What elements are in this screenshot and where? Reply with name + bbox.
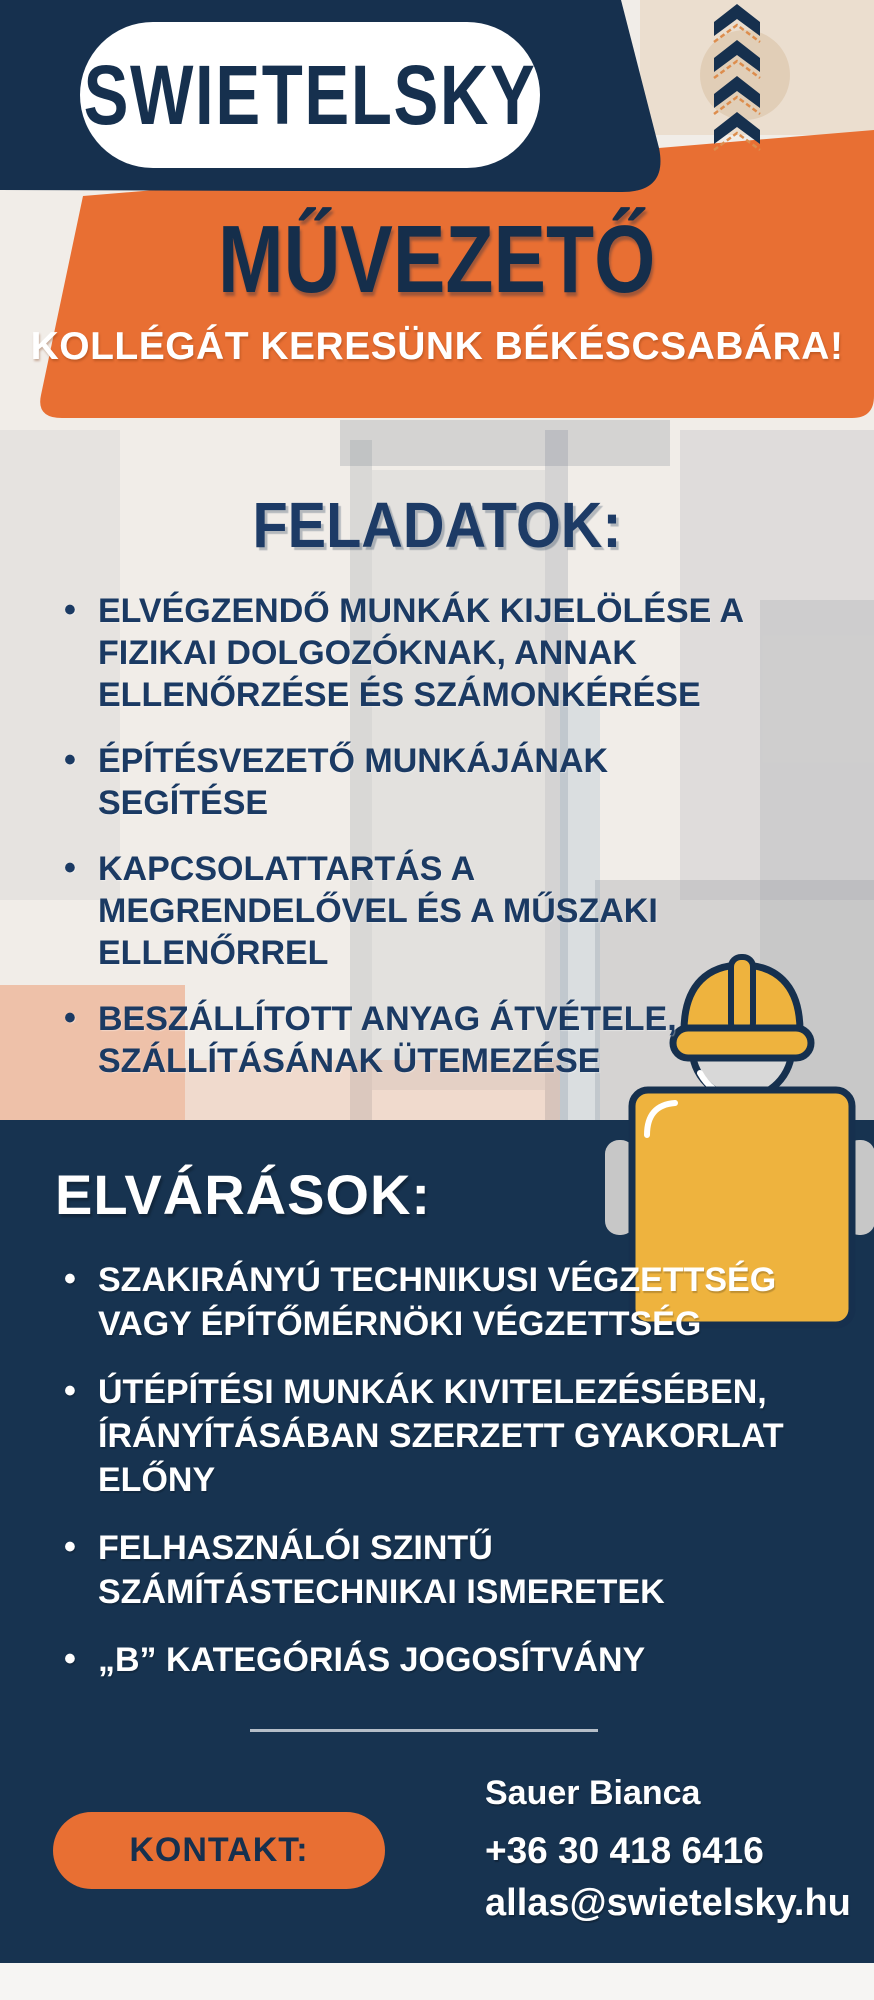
job-subtitle: KOLLÉGÁT KERESÜNK BÉKÉSCSABÁRA!	[30, 325, 844, 368]
contact-phone: +36 30 418 6416	[485, 1830, 764, 1871]
tasks-heading: FELADATOK:	[252, 489, 622, 561]
requirements-list	[60, 1258, 805, 1706]
brand-logo	[80, 22, 540, 168]
list-item: • ÚTÉPÍTÉSI MUNKÁK KIVITELEZÉSÉBEN, ÍRÁNYÍTÁSÁBAN SZERZETT GYAKORLAT ELŐNY	[60, 1370, 805, 1502]
list-item: • FELHASZNÁLÓI SZINTŰ SZÁMÍTÁSTECHNIKAI ISMERETEK	[60, 1526, 805, 1614]
contact-name: Sauer Bianca	[485, 1774, 701, 1812]
job-title: MŰVEZETŐ	[218, 206, 656, 313]
bottom-strip	[0, 1963, 874, 2000]
list-item: • ÉPÍTÉSVEZETŐ MUNKÁJÁNAK SEGÍTÉSE	[60, 740, 768, 824]
brand-logo-text: SWIETELSKY	[83, 47, 537, 142]
list-item: • KAPCSOLATTARTÁS A MEGRENDELŐVEL ÉS A MŰSZAKI ELLENŐRREL	[60, 848, 768, 974]
photo-backdrop	[340, 420, 670, 466]
tasks-list	[60, 590, 768, 1106]
kontakt-button[interactable]	[53, 1812, 385, 1889]
requirements-heading: ELVÁRÁSOK:	[55, 1163, 432, 1226]
list-item: • SZAKIRÁNYÚ TECHNIKUSI VÉGZETTSÉG VAGY ÉPÍTŐMÉRNÖKI VÉGZETTSÉG	[60, 1258, 805, 1346]
chevrons-up-icon	[700, 4, 774, 174]
divider-line	[250, 1729, 598, 1732]
list-item: • „B” KATEGÓRIÁS JOGOSÍTVÁNY	[60, 1638, 805, 1682]
list-item: • BESZÁLLÍTOTT ANYAG ÁTVÉTELE, SZÁLLÍTÁSÁNAK ÜTEMEZÉSE	[60, 998, 768, 1082]
kontakt-button-label: KONTAKT:	[129, 1831, 309, 1869]
list-item: • ELVÉGZENDŐ MUNKÁK KIJELÖLÉSE A FIZIKAI DOLGOZÓKNAK, ANNAK ELLENŐRZÉSE ÉS SZÁMONKÉRÉSE	[60, 590, 768, 716]
contact-email: allas@swietelsky.hu	[485, 1882, 851, 1924]
